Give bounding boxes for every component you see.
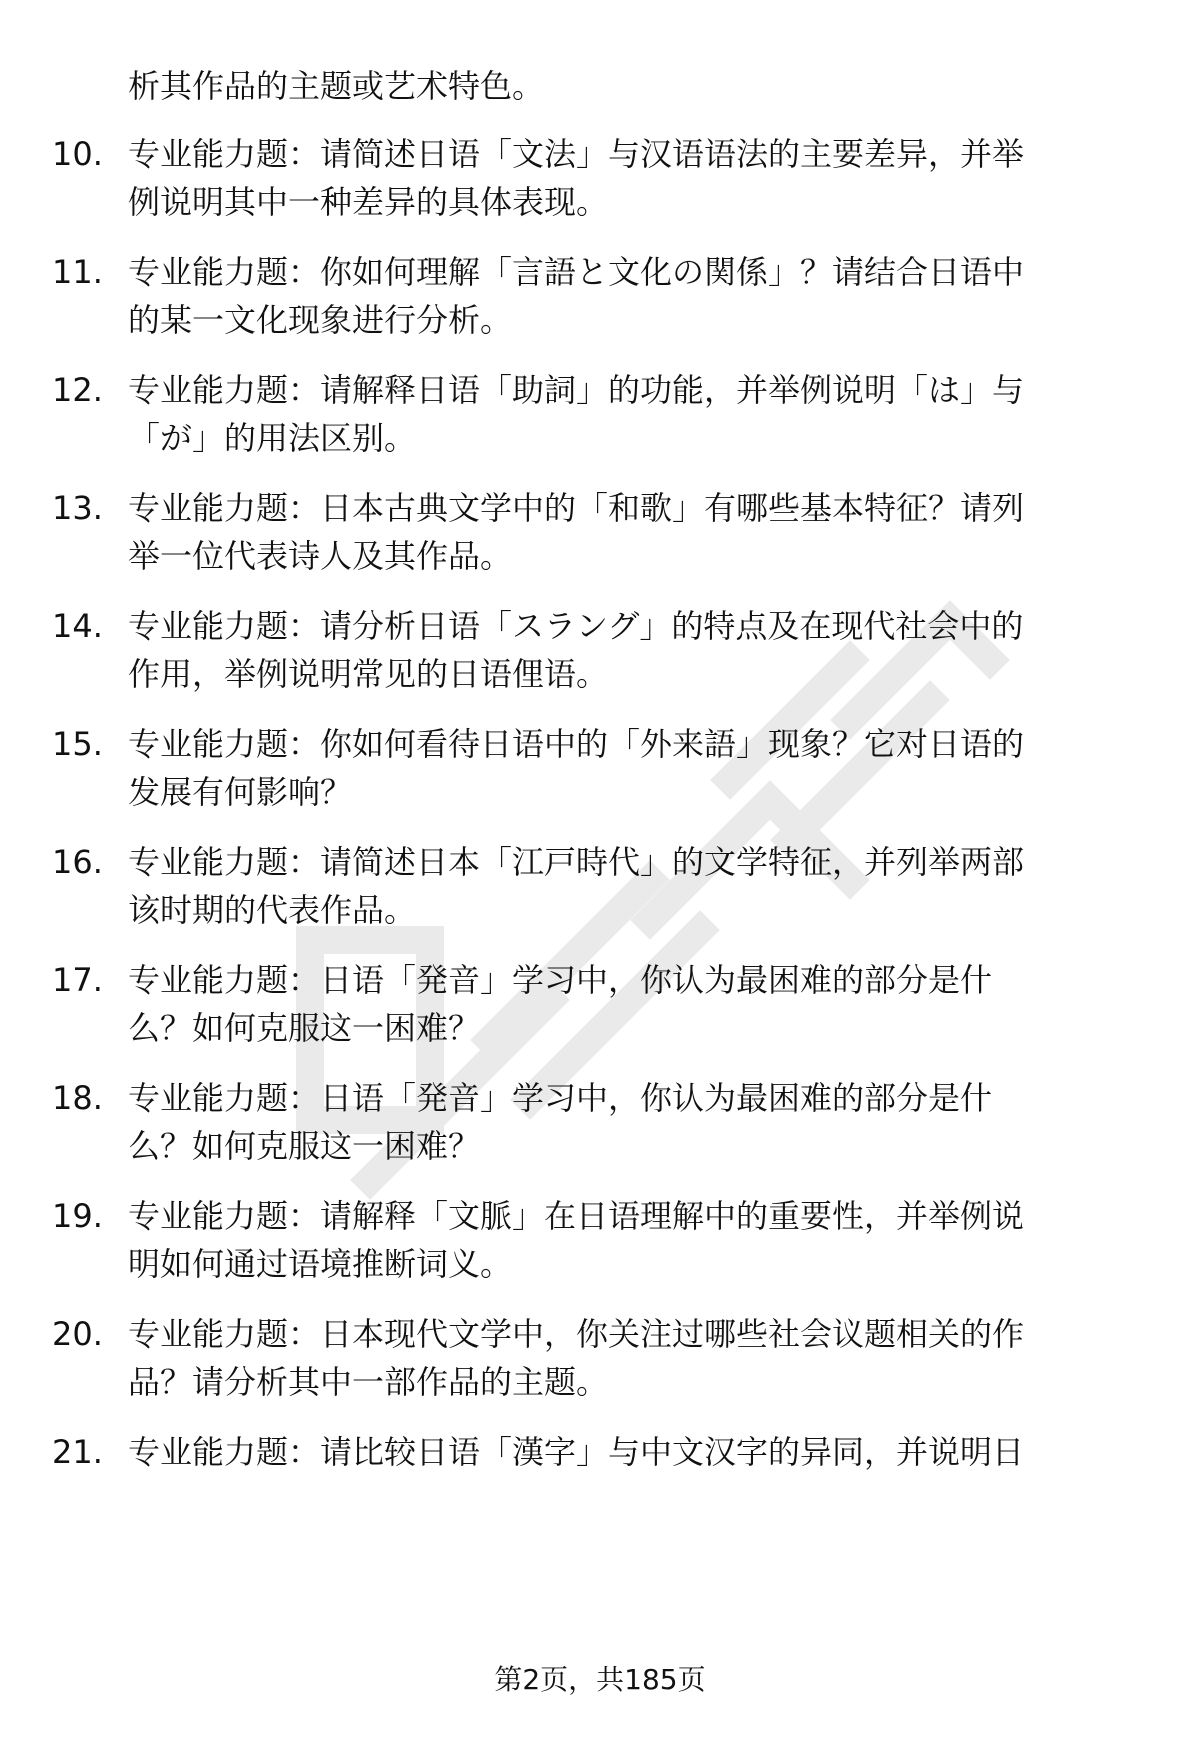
question-text <box>128 602 1138 698</box>
question-number: 11. <box>52 253 103 291</box>
question-number: 10. <box>52 135 103 173</box>
question-text <box>128 1428 1138 1476</box>
question-line: 专业能力题：请分析日语「スラング」的特点及在现代社会中的 <box>128 607 1024 645</box>
question-number: 16. <box>52 843 103 881</box>
question-number: 19. <box>52 1197 103 1235</box>
question-line: 专业能力题：请解释日语「助詞」的功能，并举例说明「は」与 <box>128 371 1025 409</box>
question-line: 专业能力题：日语「発音」学习中，你认为最困难的部分是什 <box>128 1079 993 1117</box>
question-text <box>128 484 1138 580</box>
question-number: 13. <box>52 489 103 527</box>
question-text <box>128 1192 1138 1288</box>
question-item <box>0 248 1200 344</box>
question-item <box>0 838 1200 934</box>
question-text <box>128 1074 1138 1170</box>
question-line: 专业能力题：请解释「文脈」在日语理解中的重要性，并举例说 <box>128 1197 1025 1235</box>
question-number: 20. <box>52 1315 103 1353</box>
question-line: 品？请分析其中一部作品的主题。 <box>128 1363 609 1401</box>
question-item <box>0 1310 1200 1406</box>
question-item <box>0 484 1200 580</box>
question-line: 专业能力题：日本古典文学中的「和歌」有哪些基本特征？请列 <box>128 489 1025 527</box>
question-item <box>0 720 1200 816</box>
question-line: 该时期的代表作品。 <box>128 891 417 929</box>
question-item <box>0 366 1200 462</box>
question-text <box>128 838 1138 934</box>
question-number: 18. <box>52 1079 103 1117</box>
question-line: 么？如何克服这一困难？ <box>128 1009 481 1047</box>
question-line: 发展有何影响？ <box>128 773 353 811</box>
question-text <box>128 366 1138 462</box>
continuation-text: 析其作品的主题或艺术特色。 <box>128 67 545 105</box>
question-item <box>0 956 1200 1052</box>
question-item <box>0 602 1200 698</box>
question-text <box>128 720 1138 816</box>
question-item <box>0 1074 1200 1170</box>
question-line: 的某一文化现象进行分析。 <box>128 301 513 339</box>
question-line: 专业能力题：请简述日语「文法」与汉语语法的主要差异，并举 <box>128 135 1025 173</box>
question-line: 举一位代表诗人及其作品。 <box>128 537 513 575</box>
question-line: 专业能力题：日本现代文学中，你关注过哪些社会议题相关的作 <box>128 1315 1025 1353</box>
question-item <box>0 130 1200 226</box>
question-line: 专业能力题：你如何理解「言語と文化の関係」？请结合日语中 <box>128 253 1025 291</box>
question-line: 作用，举例说明常见的日语俚语。 <box>128 655 609 693</box>
question-item <box>0 1192 1200 1288</box>
question-number: 15. <box>52 725 103 763</box>
question-line: 专业能力题：请简述日本「江戸時代」的文学特征，并列举两部 <box>128 843 1025 881</box>
question-text <box>128 956 1138 1052</box>
question-line: 么？如何克服这一困难？ <box>128 1127 481 1165</box>
question-number: 21. <box>52 1433 103 1471</box>
question-line: 专业能力题：日语「発音」学习中，你认为最困难的部分是什 <box>128 961 993 999</box>
question-number: 12. <box>52 371 103 409</box>
question-text <box>128 130 1138 226</box>
question-number: 14. <box>52 607 103 645</box>
question-text <box>128 248 1138 344</box>
question-line: 「が」的用法区别。 <box>128 419 417 457</box>
question-line: 专业能力题：你如何看待日语中的「外来語」现象？它对日语的 <box>128 725 1025 763</box>
question-number: 17. <box>52 961 103 999</box>
question-line: 例说明其中一种差异的具体表现。 <box>128 183 609 221</box>
question-line: 专业能力题：请比较日语「漢字」与中文汉字的异同，并说明日 <box>128 1433 1025 1471</box>
page-footer: 第2页，共185页 <box>494 1663 706 1696</box>
question-line: 明如何通过语境推断词义。 <box>128 1245 513 1283</box>
question-text <box>128 1310 1138 1406</box>
question-item <box>0 1428 1200 1524</box>
